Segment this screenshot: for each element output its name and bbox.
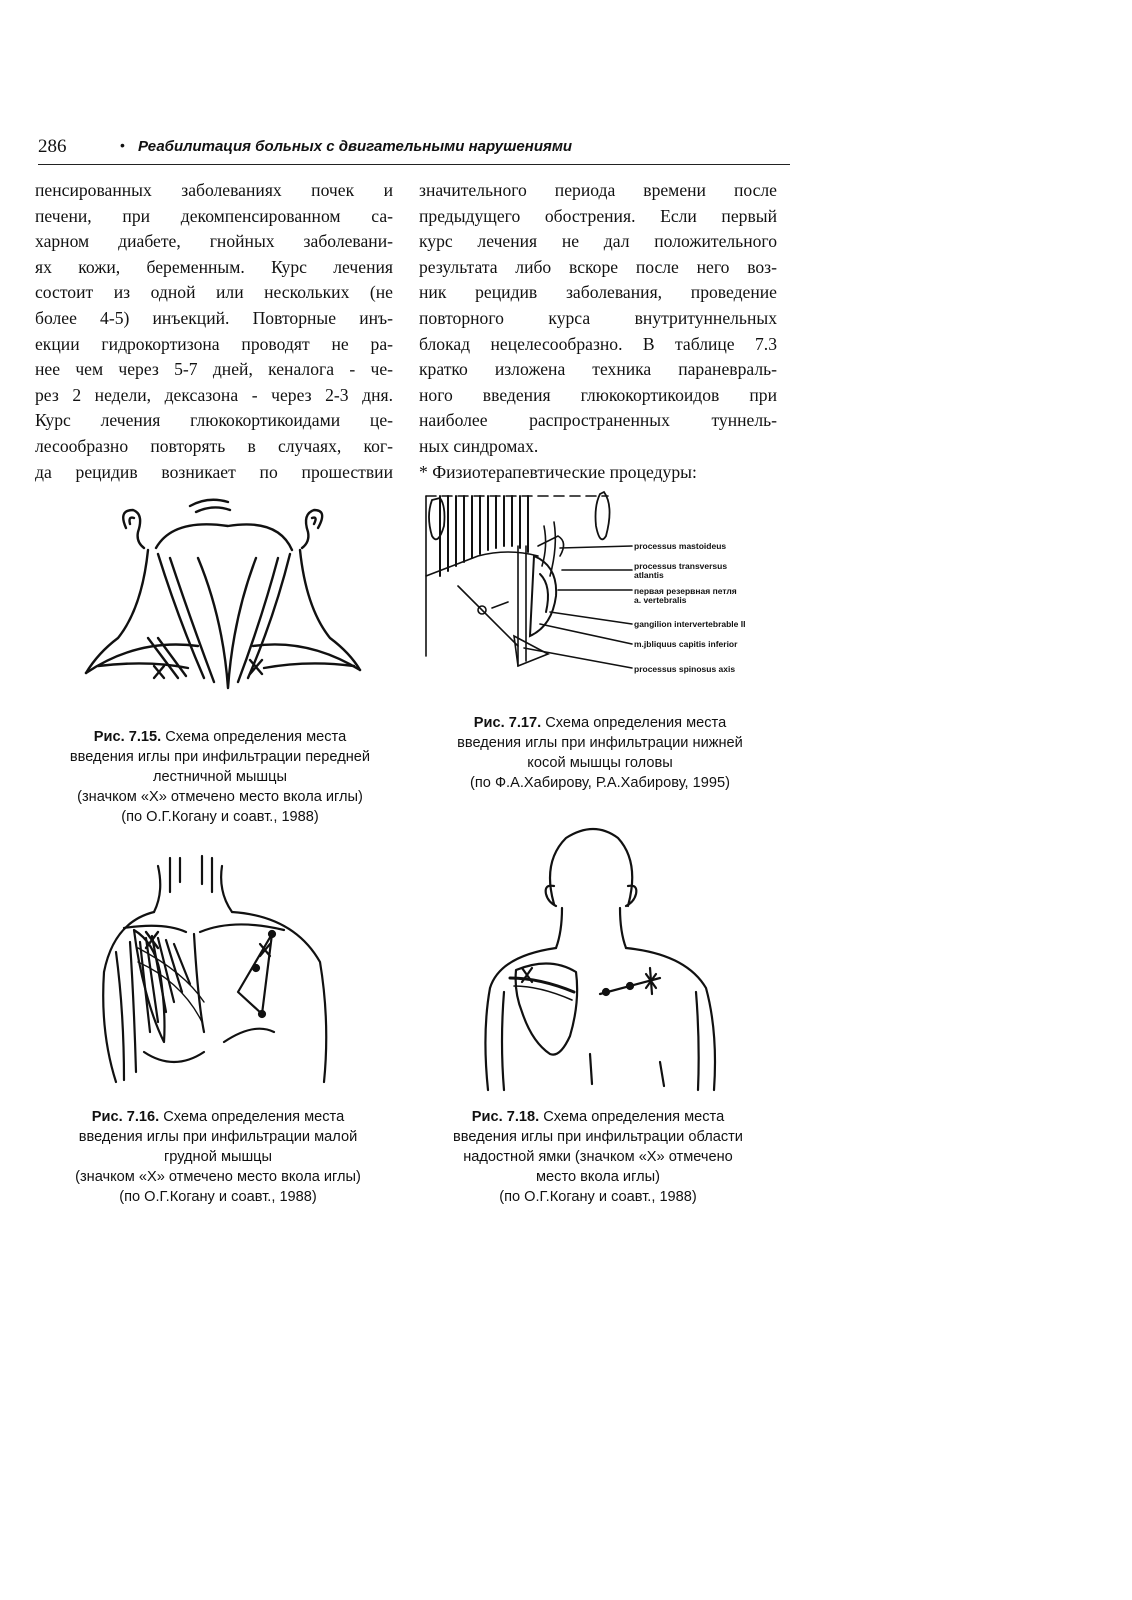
text-line: пенсированных заболеваниях почек и [35, 180, 393, 200]
running-title: Реабилитация больных с двигательными нарушениями [138, 138, 573, 155]
figure-7-16-drawing [94, 852, 344, 1092]
caption-line: (по О.Г.Когану и соавт., 1988) [121, 809, 319, 825]
page-number: 286 [38, 136, 67, 157]
figure-7-17-drawing [418, 486, 780, 686]
caption-line: место вкола иглы) [536, 1169, 660, 1185]
figure-label: Рис. 7.16. [91, 1109, 160, 1125]
running-header [38, 136, 790, 162]
caption-line: (значком «Х» отмечено место вкола иглы) [75, 1169, 361, 1185]
figure-7-16-caption [38, 1107, 398, 1207]
caption-text: Схема определения места [545, 715, 727, 731]
text-line: ного введения глюкокортикоидов при [419, 384, 777, 405]
text-line: нее чем через 5-7 дней, кеналога - че- [35, 359, 393, 380]
caption-line: введения иглы при инфильтрации нижней [457, 735, 743, 751]
caption-line: введения иглы при инфильтрации области [453, 1129, 743, 1145]
figure-7-15-caption [40, 727, 400, 827]
text-line: ных синдромах. [419, 435, 539, 456]
annotation-reserve-loop: первая резервная петля [634, 586, 737, 596]
text-line: состоит из одной или нескольких (не [35, 282, 393, 303]
caption-text: Схема определения места [543, 1109, 725, 1125]
header-rule [38, 164, 790, 165]
text-line: курс лечения не дал положительного [419, 231, 777, 252]
text-line: кратко изложена техника параневраль- [419, 359, 777, 380]
text-line: * Физиотерапевтические процедуры: [419, 461, 697, 482]
caption-line: (по Ф.А.Хабирову, Р.А.Хабирову, 1995) [470, 775, 730, 791]
text-line: значительного периода времени после [419, 180, 777, 200]
left-column [35, 178, 393, 485]
text-line: ях кожи, беременным. Курс лечения [35, 256, 393, 277]
text-line: лесообразно повторять в случаях, ког- [35, 435, 393, 456]
caption-line: грудной мышцы [163, 1149, 273, 1165]
right-column [419, 178, 777, 485]
annotation-a-vertebralis: a. vertebralis [634, 595, 687, 605]
caption-line [38, 1107, 398, 1127]
annotation-processus-mastoideus: processus mastoideus [634, 541, 727, 551]
text-line: Курс лечения глюкокортикоидами це- [35, 410, 393, 431]
caption-line: (значком «Х» отмечено место вкола иглы) [77, 789, 363, 805]
caption-text: Схема определения места [165, 729, 347, 745]
text-line: результата либо вскоре после него воз- [419, 256, 777, 277]
text-line: повторного курса внутритуннельных [419, 307, 777, 328]
caption-line: лестничной мышцы [153, 769, 287, 785]
annotation-processus-spinosus: processus spinosus axis [634, 664, 736, 674]
figure-7-15-drawing [78, 488, 368, 698]
caption-line: косой мышцы головы [527, 755, 673, 771]
caption-line: надостной ямки (значком «Х» отмечено [463, 1149, 733, 1165]
caption-line: (по О.Г.Когану и соавт., 1988) [119, 1189, 317, 1205]
caption-line: введения иглы при инфильтрации малой [78, 1129, 358, 1145]
text-line: екции гидрокортизона проводят не ра- [35, 333, 393, 354]
text-line: более 4-5) инъекций. Повторные инъ- [35, 307, 393, 328]
caption-line [40, 727, 400, 747]
header-bullet: • [120, 137, 125, 153]
caption-line: (по О.Г.Когану и соавт., 1988) [499, 1189, 697, 1205]
caption-text: Схема определения места [163, 1109, 345, 1125]
text-line: рез 2 недели, дексазона - через 2-3 дня. [35, 384, 393, 405]
caption-line [420, 713, 780, 733]
annotation-processus-transversus: processus transversus [634, 561, 728, 571]
figure-7-18-drawing [470, 822, 730, 1094]
text-line: да рецидив возникает по прошествии [35, 461, 393, 482]
text-line: ник рецидив заболевания, проведение [419, 282, 777, 303]
caption-line: введения иглы при инфильтрации передней [69, 749, 371, 765]
caption-line [418, 1107, 778, 1127]
annotation-ganglion: gangilion intervertebrable II [634, 619, 746, 629]
figure-label: Рис. 7.15. [93, 729, 162, 745]
text-line: предыдущего обострения. Если первый [419, 205, 777, 226]
text-line: печени, при декомпенсированном са- [35, 205, 393, 226]
figure-7-18-caption [418, 1107, 778, 1207]
annotation-m-obliquus: m.jbliquus capitis inferior [634, 639, 738, 649]
figure-label: Рис. 7.17. [473, 715, 542, 731]
text-line: наиболее распространенных туннель- [419, 410, 777, 431]
text-line: блокад нецелесообразно. В таблице 7.3 [419, 333, 777, 354]
figure-label: Рис. 7.18. [471, 1109, 540, 1125]
figure-7-17-caption [420, 713, 780, 793]
annotation-atlantis: atlantis [634, 570, 664, 580]
text-line: харном диабете, гнойных заболевани- [35, 231, 393, 252]
